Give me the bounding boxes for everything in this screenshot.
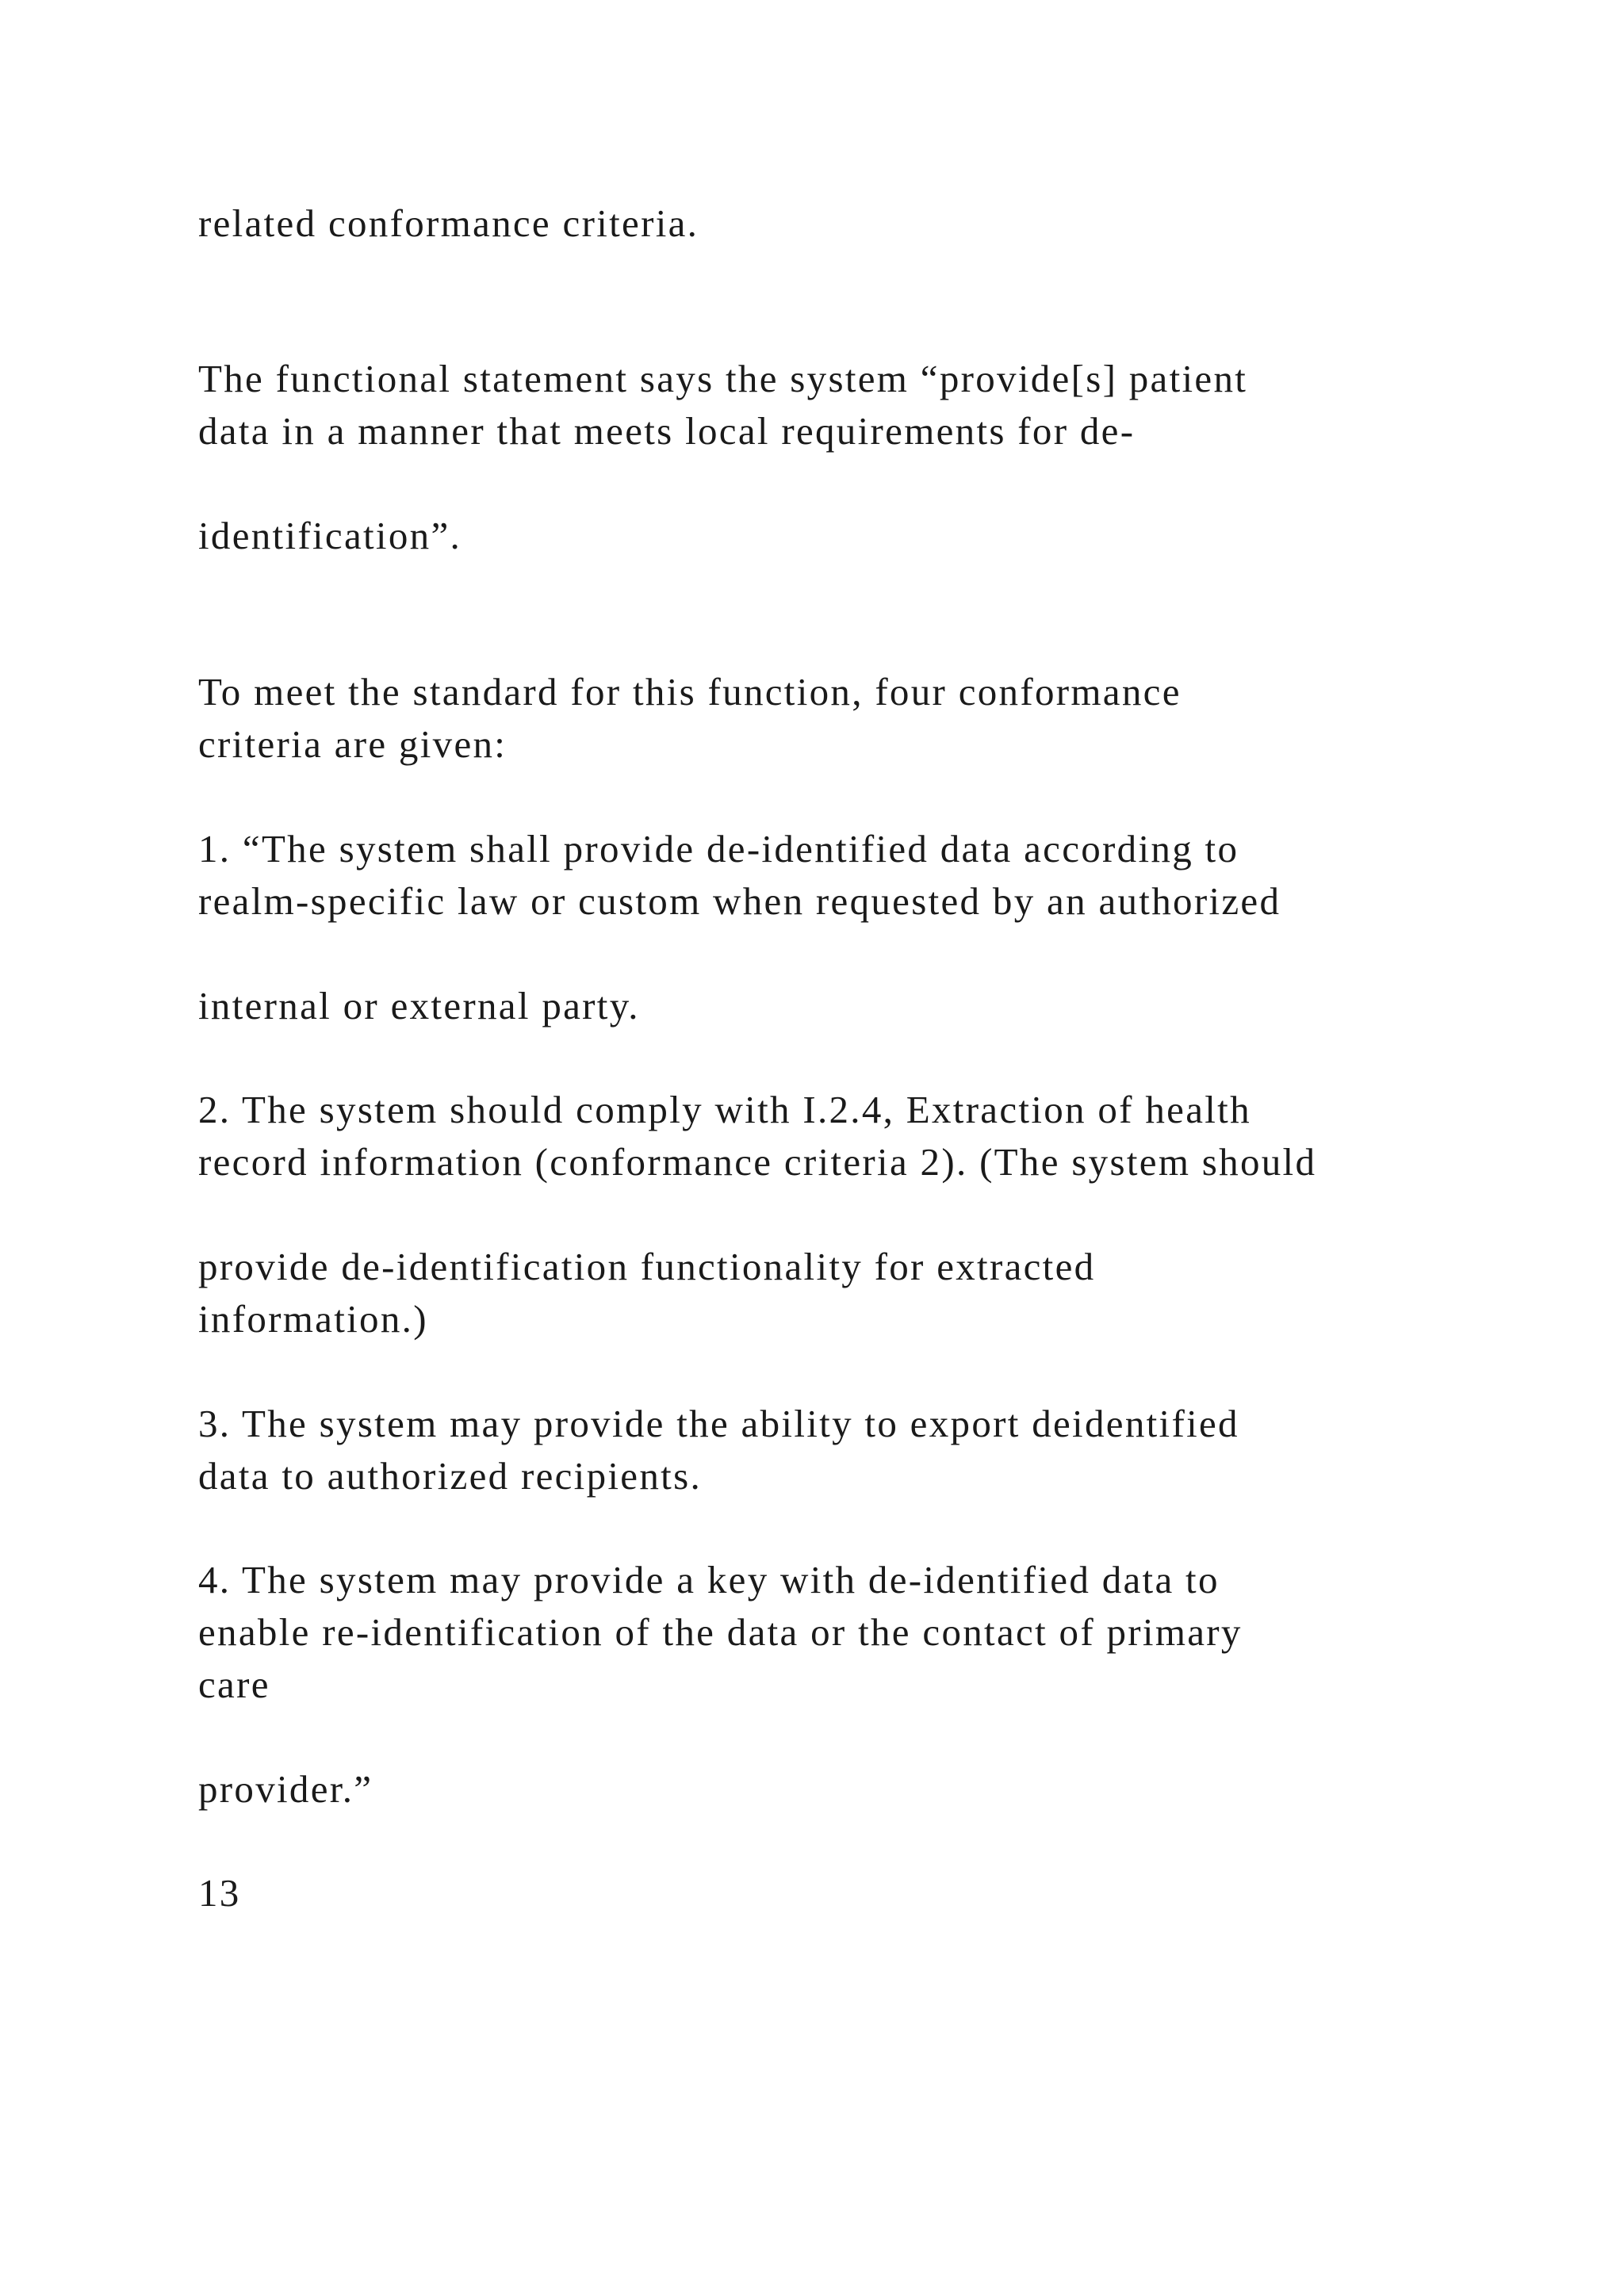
text-line: 2. The system should comply with I.2.4, Extraction of health [198, 1088, 1251, 1131]
text-line: criteria are given: [198, 722, 508, 766]
text-line: care [198, 1663, 270, 1706]
text-line: related conformance criteria. [198, 201, 699, 245]
text-line: provide de-identification functionality for extracted [198, 1245, 1096, 1288]
text-line: 3. The system may provide the ability to export deidentified [198, 1402, 1239, 1445]
text-line: provider.” [198, 1767, 373, 1811]
text-line: The functional statement says the system “provide[s] patient [198, 357, 1248, 400]
text-line: record information (conformance criteria 2). (The system should [198, 1140, 1317, 1184]
text-line: identification”. [198, 514, 462, 557]
text-line: To meet the standard for this function, four conformance [198, 670, 1182, 714]
text-line: internal or external party. [198, 984, 640, 1027]
text-line: data in a manner that meets local requirements for de- [198, 409, 1136, 453]
text-line: information.) [198, 1297, 428, 1341]
text-line: data to authorized recipients. [198, 1454, 702, 1498]
text-line: 4. The system may provide a key with de-identified data to [198, 1558, 1220, 1601]
text-line: enable re-identification of the data or the contact of primary [198, 1610, 1243, 1654]
text-line: realm-specific law or custom when requested by an authorized [198, 879, 1281, 923]
page-number: 13 [198, 1871, 241, 1915]
text-line: 1. “The system shall provide de-identified data according to [198, 827, 1239, 871]
